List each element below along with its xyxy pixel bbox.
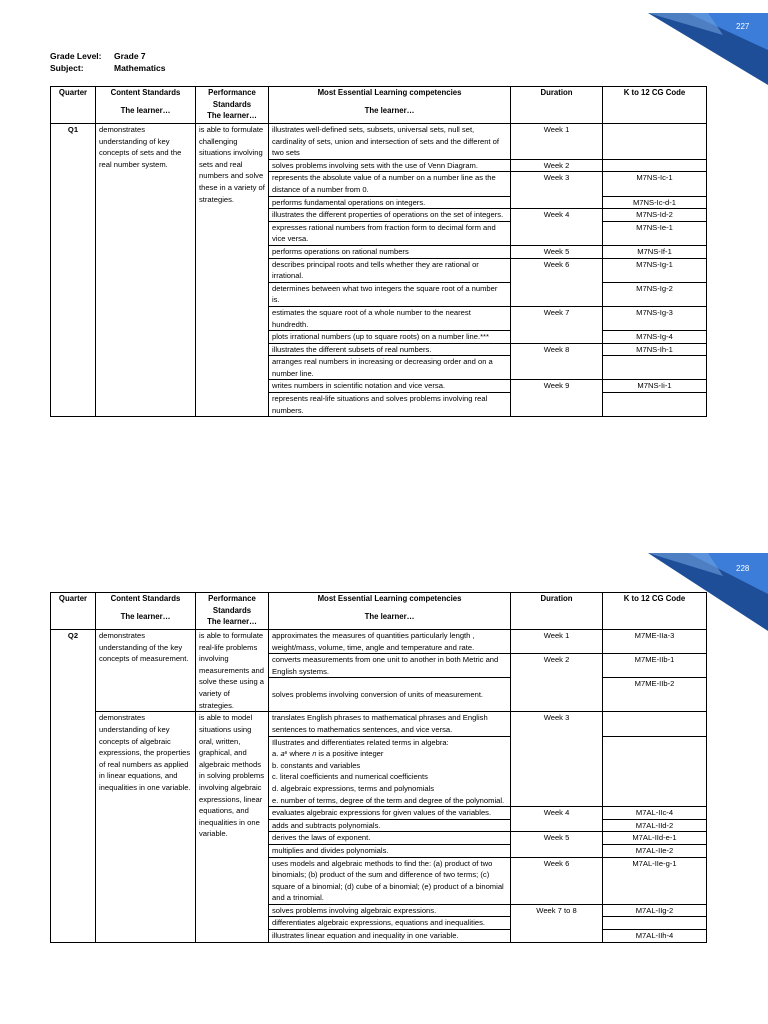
page-number: 228 [736, 564, 750, 573]
competency-cell: expresses rational numbers from fraction form to decimal form and vice versa. [269, 221, 511, 245]
code-cell: M7NS-Ig-2 [603, 282, 707, 306]
table-row [51, 712, 707, 736]
duration-cell: Week 9 [511, 380, 603, 417]
code-cell [603, 356, 707, 380]
duration-cell: Week 2 [511, 654, 603, 712]
duration-cell: Week 4 [511, 807, 603, 832]
duration-cell: Week 1 [511, 630, 603, 654]
page-228 [0, 506, 768, 1024]
competency-cell: determines between what two integers the square root of a number is. [269, 282, 511, 306]
duration-cell: Week 4 [511, 209, 603, 246]
competency-cell: solves problems involving sets with the use of Venn Diagram. [269, 159, 511, 172]
header-quarter: Quarter [51, 593, 96, 630]
duration-cell: Week 7 to 8 [511, 904, 603, 942]
code-cell: M7AL-IIc-4 [603, 807, 707, 820]
header-quarter: Quarter [51, 87, 96, 124]
competency-cell: plots irrational numbers (up to square roots) on a number line.*** [269, 331, 511, 344]
code-cell [603, 124, 707, 160]
code-cell [603, 393, 707, 417]
content-standard-cell: demonstrates understanding of key concepts of algebraic expressions, the properties of real numbers as applied in linear equations, and inequalities in one variable. [96, 712, 196, 942]
competency-cell: illustrates the different subsets of real numbers. [269, 343, 511, 356]
header-competencies: Most Essential Learning competencies The learner… [269, 593, 511, 630]
competency-cell: represents the absolute value of a number on a number line as the distance of a number from 0. [269, 172, 511, 196]
code-cell: M7NS-Ic-1 [603, 172, 707, 196]
competency-cell: multiplies and divides polynomials. [269, 844, 511, 857]
content-standard-cell: demonstrates understanding of the key concepts of measurement. [96, 630, 196, 712]
header-content-standards: Content Standards The learner… [96, 593, 196, 630]
competency-cell: evaluates algebraic expressions for given values of the variables. [269, 807, 511, 820]
competency-line: e. number of terms, degree of the term and degree of the polynomial. [272, 795, 505, 805]
competency-cell: adds and subtracts polynomials. [269, 819, 511, 832]
grade-level-value: Grade 7 [114, 51, 146, 61]
competency-cell: uses models and algebraic methods to find the: (a) product of two binomials; (b) product of the sum and difference of two terms; (c) square of a binomial; (d) cube of a binomial; (e) product of a binomial and a trinomial. [269, 857, 511, 904]
code-cell: M7NS-Ic-d-1 [603, 196, 707, 209]
code-cell: M7AL-IIg-2 [603, 904, 707, 917]
quarter-cell: Q1 [51, 124, 96, 417]
duration-cell: Week 3 [511, 172, 603, 209]
competency-line: a. 𝑎ⁿ where 𝑛 is a positive integer [272, 749, 384, 759]
table-row [51, 630, 707, 654]
content-standard-cell: demonstrates understanding of key concepts of sets and the real number system. [96, 124, 196, 417]
performance-standard-cell: is able to formulate real-life problems involving measurements and solve these using a variety of strategies. [196, 630, 269, 712]
code-cell: M7NS-Ig-1 [603, 258, 707, 282]
competency-cell-algebra-terms [269, 736, 511, 807]
code-cell: M7ME-IIa-3 [603, 630, 707, 654]
subject-value: Mathematics [114, 63, 166, 73]
header-row [51, 87, 707, 124]
code-cell: M7AL-IId-e-1 [603, 832, 707, 845]
code-cell [603, 159, 707, 172]
code-cell: M7NS-Id-2 [603, 209, 707, 222]
header-performance-standards: Performance Standards The learner… [196, 87, 269, 124]
duration-cell: Week 5 [511, 832, 603, 857]
competency-cell: differentiates algebraic expressions, equations and inequalities. [269, 917, 511, 930]
competency-table-q2 [50, 592, 707, 943]
competency-cell: solves problems involving conversion of units of measurement. [269, 678, 511, 712]
duration-cell: Week 7 [511, 306, 603, 343]
competency-cell: converts measurements from one unit to another in both Metric and English systems. [269, 654, 511, 678]
duration-cell: Week 6 [511, 258, 603, 306]
performance-standard-cell: is able to formulate challenging situations involving sets and real numbers and solve these in a variety of strategies. [196, 124, 269, 417]
page-number: 227 [736, 22, 750, 31]
code-cell: M7AL-IIe-g-1 [603, 857, 707, 904]
header-content-standards: Content Standards The learner… [96, 87, 196, 124]
header-duration: Duration [511, 87, 603, 124]
competency-line: b. constants and variables [272, 760, 361, 770]
page-227 [0, 0, 768, 500]
competency-cell: describes principal roots and tells whether they are rational or irrational. [269, 258, 511, 282]
competency-cell: arranges real numbers in increasing or decreasing order and on a number line. [269, 356, 511, 380]
grade-level-label: Grade Level: [50, 51, 102, 61]
code-cell: M7AL-IId-2 [603, 819, 707, 832]
code-cell: M7NS-Ie-1 [603, 221, 707, 245]
code-cell: M7NS-Ih-1 [603, 343, 707, 356]
quarter-cell: Q2 [51, 630, 96, 943]
code-cell [603, 736, 707, 807]
performance-standard-cell: is able to model situations using oral, written, graphical, and algebraic methods in solving problems involving algebraic expressions, linear equations, and inequalities in one variable. [196, 712, 269, 942]
code-cell: M7AL-IIh-4 [603, 930, 707, 943]
page-corner-decoration [648, 0, 768, 85]
code-cell: M7NS-If-1 [603, 245, 707, 258]
competency-cell: represents real-life situations and solves problems involving real numbers. [269, 393, 511, 417]
header-duration: Duration [511, 593, 603, 630]
duration-cell: Week 1 [511, 124, 603, 160]
header-row [51, 593, 707, 630]
competency-table-q1 [50, 86, 707, 417]
competency-cell: writes numbers in scientific notation and vice versa. [269, 380, 511, 393]
competency-cell: approximates the measures of quantities particularly length , weight/mass, volume, time, angle and temperature and rate. [269, 630, 511, 654]
corner-triangle-graphic [648, 0, 768, 85]
competency-line: c. literal coefficients and numerical coefficients [272, 772, 428, 782]
header-performance-standards: Performance Standards The learner… [196, 593, 269, 630]
competency-cell: solves problems involving algebraic expressions. [269, 904, 511, 917]
subject-label: Subject: [50, 63, 84, 73]
code-cell: M7NS-Ii-1 [603, 380, 707, 393]
header-cg-code: K to 12 CG Code [603, 593, 707, 630]
code-cell: M7NS-Ig-4 [603, 331, 707, 344]
competency-cell: illustrates linear equation and inequality in one variable. [269, 930, 511, 943]
duration-cell: Week 2 [511, 159, 603, 172]
competency-cell: illustrates well-defined sets, subsets, universal sets, null set, cardinality of sets, union and intersection of sets and the different of two sets [269, 124, 511, 160]
competency-line: d. algebraic expressions, terms and polynomials [272, 783, 435, 793]
competency-cell: derives the laws of exponent. [269, 832, 511, 845]
code-cell [603, 712, 707, 736]
code-cell [603, 917, 707, 930]
duration-cell: Week 3 [511, 712, 603, 807]
code-cell: M7AL-IIe-2 [603, 844, 707, 857]
competency-cell: translates English phrases to mathematical phrases and English sentences to mathematics sentences, and vice versa. [269, 712, 511, 736]
header-cg-code: K to 12 CG Code [603, 87, 707, 124]
code-cell: M7ME-IIb-2 [603, 678, 707, 712]
table-row [51, 124, 707, 160]
competency-cell: performs fundamental operations on integers. [269, 196, 511, 209]
duration-cell: Week 8 [511, 343, 603, 380]
duration-cell: Week 5 [511, 245, 603, 258]
competency-cell: estimates the square root of a whole number to the nearest hundredth. [269, 306, 511, 330]
competency-cell: illustrates the different properties of operations on the set of integers. [269, 209, 511, 222]
document-meta [50, 50, 166, 74]
code-cell: M7NS-Ig-3 [603, 306, 707, 330]
code-cell: M7ME-IIb-1 [603, 654, 707, 678]
header-competencies: Most Essential Learning competencies The learner… [269, 87, 511, 124]
duration-cell: Week 6 [511, 857, 603, 904]
competency-line: Illustrates and differentiates related terms in algebra: [272, 737, 449, 747]
competency-cell: performs operations on rational numbers [269, 245, 511, 258]
